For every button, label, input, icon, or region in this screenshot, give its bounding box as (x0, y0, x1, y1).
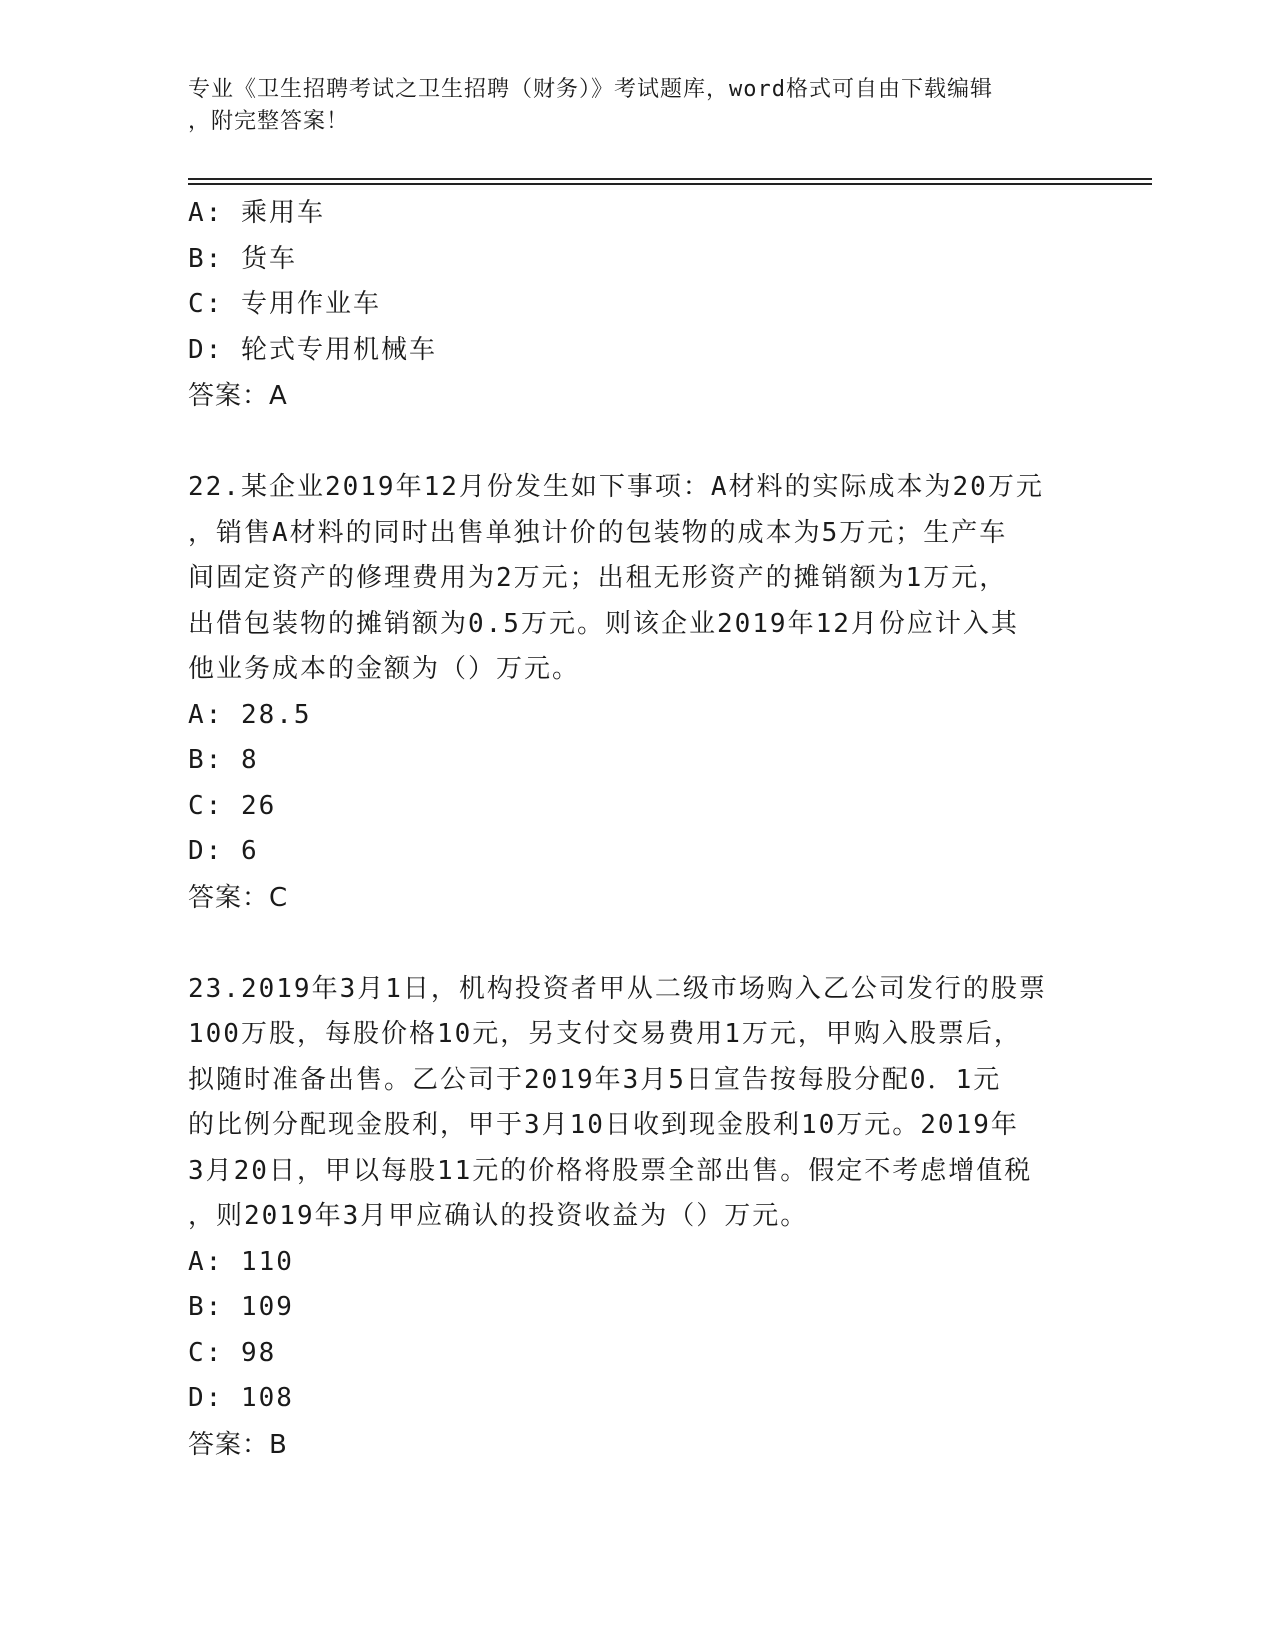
header-divider-bottom (188, 183, 1152, 185)
question-line: 拟随时准备出售。乙公司于2019年3月5日宣告按每股分配0．1元 (188, 1064, 1002, 1095)
question-line: 3月20日，甲以每股11元的价格将股票全部出售。假定不考虑增值税 (188, 1155, 1033, 1186)
question-22 (188, 465, 1088, 921)
question-line: ，销售A材料的同时出售单独计价的包装物的成本为5万元；生产车 (188, 517, 1008, 548)
option-a: A: 28.5 (188, 699, 312, 730)
question-line: 他业务成本的金额为（）万元。 (188, 654, 581, 684)
option-c: C: 26 (188, 790, 277, 821)
option-d: D: 轮式专用机械车 (188, 334, 437, 365)
spacer (188, 419, 1088, 465)
spacer (188, 921, 1088, 967)
question-line: 22.某企业2019年12月份发生如下事项：A材料的实际成本为20万元 (188, 472, 1044, 502)
answer: 答案：C (188, 882, 289, 913)
question-21 (188, 191, 1088, 419)
option-b: B: 货车 (188, 243, 297, 274)
option-a: A: 110 (188, 1246, 294, 1277)
question-line: 100万股，每股价格10元，另支付交易费用1万元，甲购入股票后， (188, 1019, 1022, 1049)
question-line: 间固定资产的修理费用为2万元；出租无形资产的摊销额为1万元， (188, 563, 1008, 593)
question-23 (188, 967, 1088, 1468)
option-a: A: 乘用车 (188, 198, 325, 228)
header-line-1: 专业《卫生招聘考试之卫生招聘（财务）》考试题库，word格式可自由下载编辑 (188, 77, 993, 102)
answer: 答案：B (188, 1429, 288, 1460)
option-c: C: 98 (188, 1337, 277, 1368)
option-b: B: 109 (188, 1292, 294, 1322)
question-list (188, 191, 1088, 1468)
option-d: D: 108 (188, 1383, 294, 1413)
option-d: D: 6 (188, 836, 259, 866)
question-line: 23.2019年3月1日，机构投资者甲从二级市场购入乙公司发行的股票 (188, 973, 1047, 1004)
question-text (188, 967, 1088, 1240)
question-line: 的比例分配现金股利，甲于3月10日收到现金股利10万元。2019年 (188, 1110, 1019, 1140)
header-line-2: ，附完整答案！ (188, 109, 350, 134)
question-line: 出借包装物的摊销额为0.5万元。则该企业2019年12月份应计入其 (188, 608, 1019, 639)
answer: 答案：A (188, 381, 288, 411)
question-line: ，则2019年3月甲应确认的投资收益为（）万元。 (188, 1201, 809, 1231)
question-text (188, 465, 1088, 693)
header-divider-top (188, 178, 1152, 180)
option-b: B: 8 (188, 745, 259, 775)
document-header (188, 74, 1088, 138)
option-c: C: 专用作业车 (188, 289, 381, 319)
